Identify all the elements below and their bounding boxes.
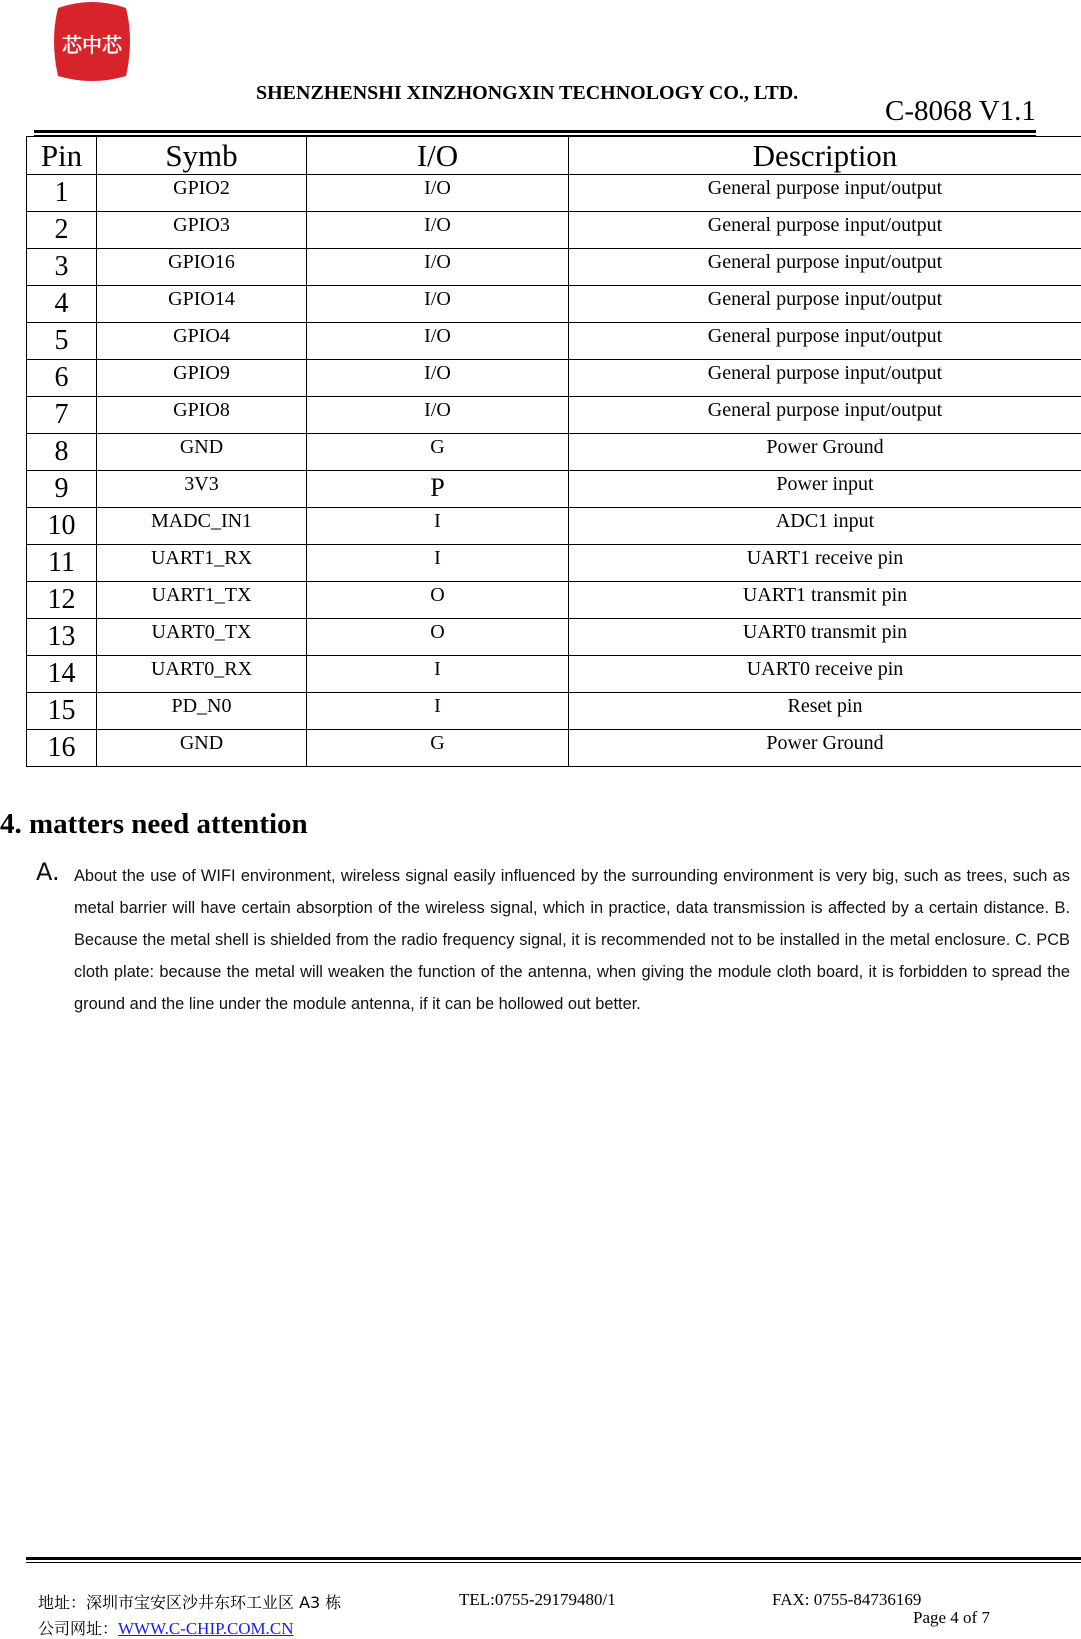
description-cell: UART0 receive pin [569, 656, 1081, 693]
io-cell: I/O [307, 360, 569, 397]
table-header-row [27, 137, 1081, 175]
symb-cell: GND [97, 730, 307, 767]
io-cell: G [307, 730, 569, 767]
header-pin: Pin [27, 137, 97, 175]
description-cell: Power input [569, 471, 1081, 508]
header-description: Description [569, 137, 1081, 175]
table-row [27, 434, 1081, 471]
paragraph-text: About the use of WIFI environment, wireless signal easily influenced by the surrounding environment is very big, such as trees, such as metal barrier will have certain absorption of the wireless signal, which in practice, data transmission is affected by a certain distance. B. Because the metal shell is shielded from the radio frequency signal, it is recommended not to be installed in the metal enclosure. C. PCB cloth plate: because the metal will weaken the function of the antenna, when giving the module cloth board, it is forbidden to spread the ground and the line under the module antenna, if it can be hollowed out better. [74, 867, 1070, 1013]
symb-cell: GPIO9 [97, 360, 307, 397]
symb-cell: GND [97, 434, 307, 471]
table-row [27, 656, 1081, 693]
pin-cell: 4 [27, 286, 97, 323]
description-cell: UART1 transmit pin [569, 582, 1081, 619]
io-cell: I/O [307, 397, 569, 434]
description-cell: UART1 receive pin [569, 545, 1081, 582]
pin-cell: 8 [27, 434, 97, 471]
table-row [27, 286, 1081, 323]
footer-address: 地址：深圳市宝安区沙井东环工业区 A3 栋 [38, 1590, 341, 1613]
symb-cell: UART1_TX [97, 582, 307, 619]
table-row [27, 508, 1081, 545]
logo-lettering: 芯中芯 [62, 33, 123, 57]
pin-cell: 13 [27, 619, 97, 656]
table-row [27, 730, 1081, 767]
description-cell: General purpose input/output [569, 323, 1081, 360]
header-symb: Symb [97, 137, 307, 175]
description-cell: General purpose input/output [569, 286, 1081, 323]
table-row [27, 323, 1081, 360]
header-rule [34, 130, 1036, 133]
pin-cell: 12 [27, 582, 97, 619]
io-cell: I/O [307, 286, 569, 323]
symb-cell: UART1_RX [97, 545, 307, 582]
symb-cell: GPIO3 [97, 212, 307, 249]
attention-paragraph [74, 860, 1070, 1020]
description-cell: General purpose input/output [569, 175, 1081, 212]
pin-cell: 3 [27, 249, 97, 286]
io-cell: I/O [307, 212, 569, 249]
pin-cell: 1 [27, 175, 97, 212]
footer-fax: FAX: 0755-84736169 [772, 1590, 921, 1610]
description-cell: General purpose input/output [569, 249, 1081, 286]
io-cell: I [307, 656, 569, 693]
symb-cell: GPIO16 [97, 249, 307, 286]
list-marker: A. [36, 856, 60, 888]
website-label: 公司网址： [38, 1619, 118, 1638]
pin-cell: 16 [27, 730, 97, 767]
io-cell: O [307, 582, 569, 619]
symb-cell: GPIO14 [97, 286, 307, 323]
symb-cell: UART0_RX [97, 656, 307, 693]
table-row [27, 212, 1081, 249]
symb-cell: MADC_IN1 [97, 508, 307, 545]
symb-cell: GPIO4 [97, 323, 307, 360]
io-cell: G [307, 434, 569, 471]
footer-rule [26, 1557, 1081, 1560]
document-id: C-8068 V1.1 [885, 95, 1036, 128]
pin-cell: 7 [27, 397, 97, 434]
io-cell: I/O [307, 323, 569, 360]
description-cell: General purpose input/output [569, 397, 1081, 434]
symb-cell: GPIO2 [97, 175, 307, 212]
footer-tel: TEL:0755-29179480/1 [459, 1590, 616, 1610]
description-cell: Power Ground [569, 434, 1081, 471]
pin-cell: 2 [27, 212, 97, 249]
symb-cell: GPIO8 [97, 397, 307, 434]
company-logo [48, 0, 136, 84]
description-cell: Reset pin [569, 693, 1081, 730]
table-row [27, 693, 1081, 730]
io-cell: I/O [307, 175, 569, 212]
section-title: 4. matters need attention [0, 808, 308, 841]
table-row [27, 249, 1081, 286]
footer-website [38, 1616, 294, 1639]
website-link[interactable]: WWW.C-CHIP.COM.CN [118, 1619, 294, 1638]
table-row [27, 582, 1081, 619]
io-cell: I/O [307, 249, 569, 286]
io-cell: I [307, 545, 569, 582]
header-io: I/O [307, 137, 569, 175]
table-row [27, 471, 1081, 508]
symb-cell: 3V3 [97, 471, 307, 508]
company-name: SHENZHENSHI XINZHONGXIN TECHNOLOGY CO., LTD. [256, 82, 798, 105]
pin-cell: 9 [27, 471, 97, 508]
table-row [27, 545, 1081, 582]
symb-cell: PD_N0 [97, 693, 307, 730]
pin-cell: 10 [27, 508, 97, 545]
page-number: Page 4 of 7 [913, 1608, 990, 1628]
description-cell: UART0 transmit pin [569, 619, 1081, 656]
table-row [27, 360, 1081, 397]
description-cell: General purpose input/output [569, 212, 1081, 249]
description-cell: General purpose input/output [569, 360, 1081, 397]
description-cell: ADC1 input [569, 508, 1081, 545]
io-cell: I [307, 693, 569, 730]
pin-cell: 14 [27, 656, 97, 693]
io-cell: P [307, 471, 569, 508]
io-cell: O [307, 619, 569, 656]
table-row [27, 175, 1081, 212]
pin-cell: 15 [27, 693, 97, 730]
footer-rule-thin [26, 1562, 1081, 1563]
description-cell: Power Ground [569, 730, 1081, 767]
pin-cell: 6 [27, 360, 97, 397]
io-cell: I [307, 508, 569, 545]
symb-cell: UART0_TX [97, 619, 307, 656]
pin-table [26, 136, 1081, 767]
table-row [27, 397, 1081, 434]
pin-cell: 5 [27, 323, 97, 360]
pin-cell: 11 [27, 545, 97, 582]
table-row [27, 619, 1081, 656]
